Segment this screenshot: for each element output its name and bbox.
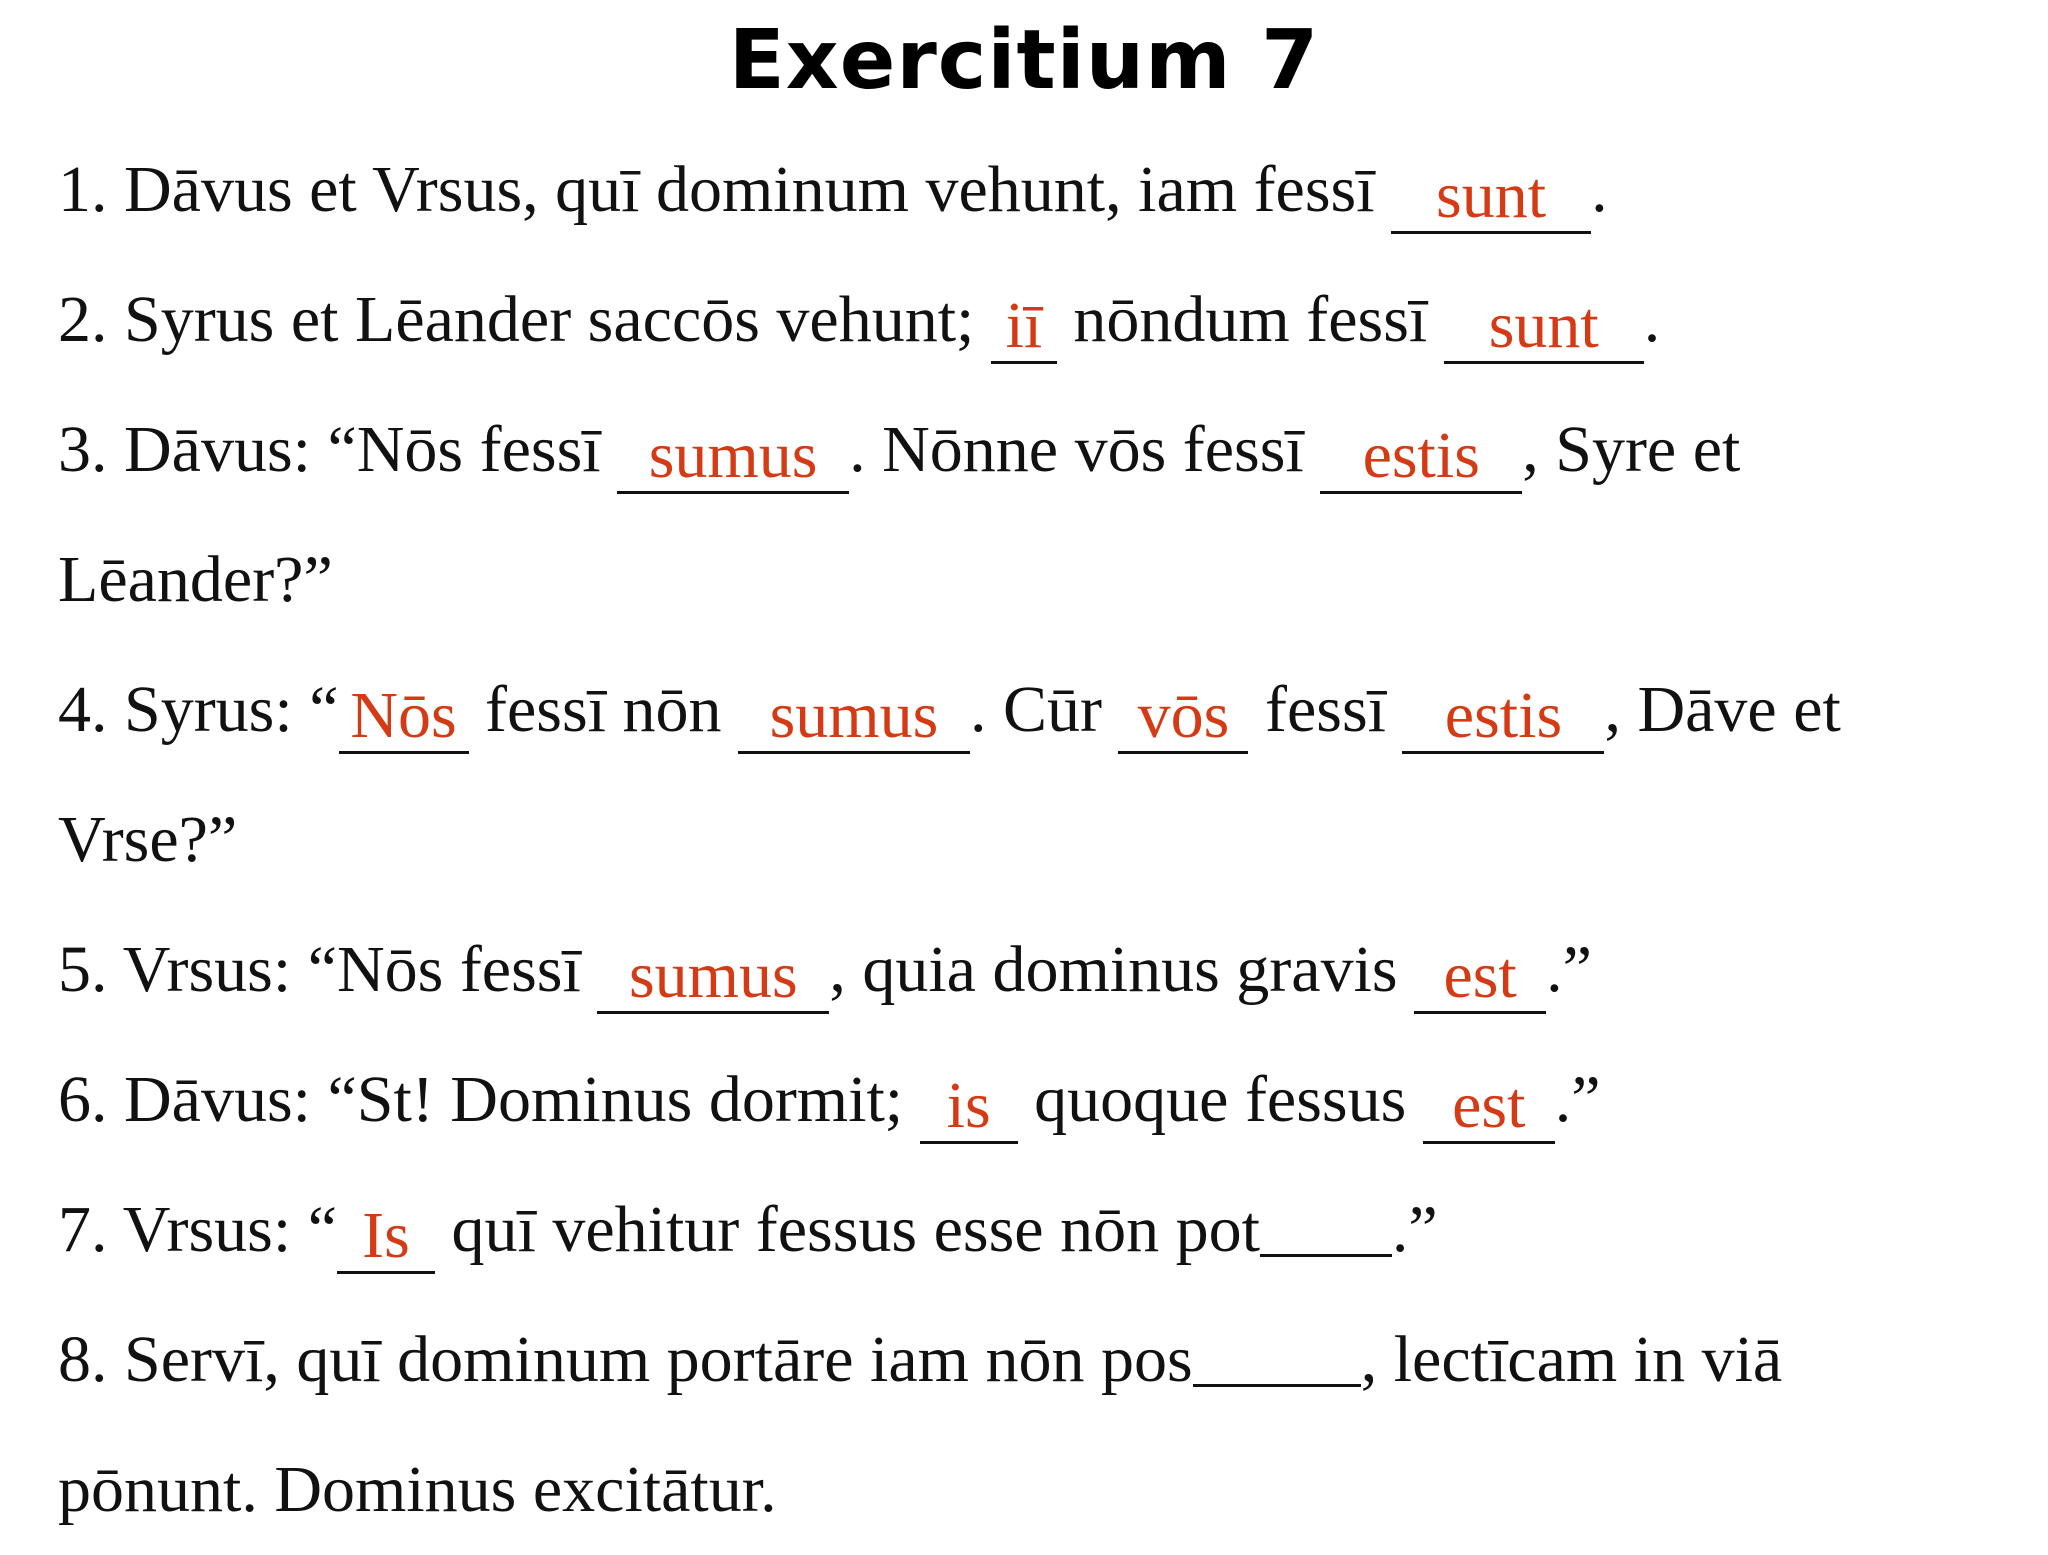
sentence-line [58,385,2018,515]
sentence-text: 3. Dāvus: “Nōs fessī [58,413,618,486]
sentence-text: 8. Servī, quī dominum portāre iam nōn pos [58,1323,1193,1396]
sentence-line [58,645,2018,775]
answer-blank: sunt [1391,161,1591,234]
sentence-line [58,775,2018,905]
sentence-text: 6. Dāvus: “St! Dominus dormit; [58,1063,920,1136]
answer-blank: est [1414,941,1546,1014]
sentence-text: , Syre et [1522,413,1741,486]
answer-blank: sunt [1444,291,1644,364]
answer-blank: iī [991,291,1057,364]
sentence-text: Vrse?” [58,803,238,876]
sentence-text: Lēander?” [58,543,333,616]
sentence-text: fessī [1248,673,1403,746]
answer-blank: vōs [1118,681,1248,754]
exercise-title: Exercitium 7 [728,13,1320,108]
answer-blank: sumus [597,941,829,1014]
sentence-text: 1. Dāvus et Vrsus, quī dominum vehunt, iam fessī [58,153,1392,226]
sentence-text: 5. Vrsus: “Nōs fessī [58,933,598,1006]
sentence-line [58,1035,2018,1165]
sentence-line [58,1165,2018,1295]
sentence-text: . Nōnne vōs fessī [849,413,1321,486]
sentence-line [58,255,2018,385]
empty-blank [1260,1184,1392,1257]
sentence-line [58,1295,2018,1425]
answer-blank: estis [1402,681,1604,754]
answer-blank: sumus [738,681,970,754]
sentence-line [58,905,2018,1035]
sentence-text: .” [1391,1193,1438,1266]
sentence-text: fessī nōn [468,673,738,746]
answer-blank: Nōs [339,681,469,754]
sentence-text: . Cūr [969,673,1119,746]
sentence-text: . [1643,283,1661,356]
sentence-text: 2. Syrus et Lēander saccōs vehunt; [58,283,991,356]
sentence-text: .” [1546,933,1592,1006]
sentence-line [58,515,2018,645]
sentence-text: quoque fessus [1017,1063,1423,1136]
sentence-text: quī vehitur fessus esse nōn pot [435,1193,1260,1266]
sentence-text: , quia dominus gravis [829,933,1415,1006]
answer-blank: est [1423,1071,1555,1144]
empty-blank [1193,1314,1361,1387]
answer-blank: sumus [617,421,849,494]
exercise-body [58,125,2018,1555]
sentence-text: pōnunt. Dominus excitātur. [58,1453,777,1526]
answer-blank: estis [1320,421,1522,494]
sentence-text: , Dāve et [1604,673,1841,746]
sentence-text: nōndum fessī [1056,283,1444,356]
sentence-text: , lectīcam in viā [1360,1323,1783,1396]
answer-blank: Is [337,1201,435,1274]
sentence-text: 4. Syrus: “ [58,673,339,746]
sentence-text: .” [1554,1063,1601,1136]
sentence-text: . [1591,153,1608,226]
answer-blank: is [920,1071,1018,1144]
sentence-text: 7. Vrsus: “ [58,1193,337,1266]
sentence-line [58,125,2018,255]
